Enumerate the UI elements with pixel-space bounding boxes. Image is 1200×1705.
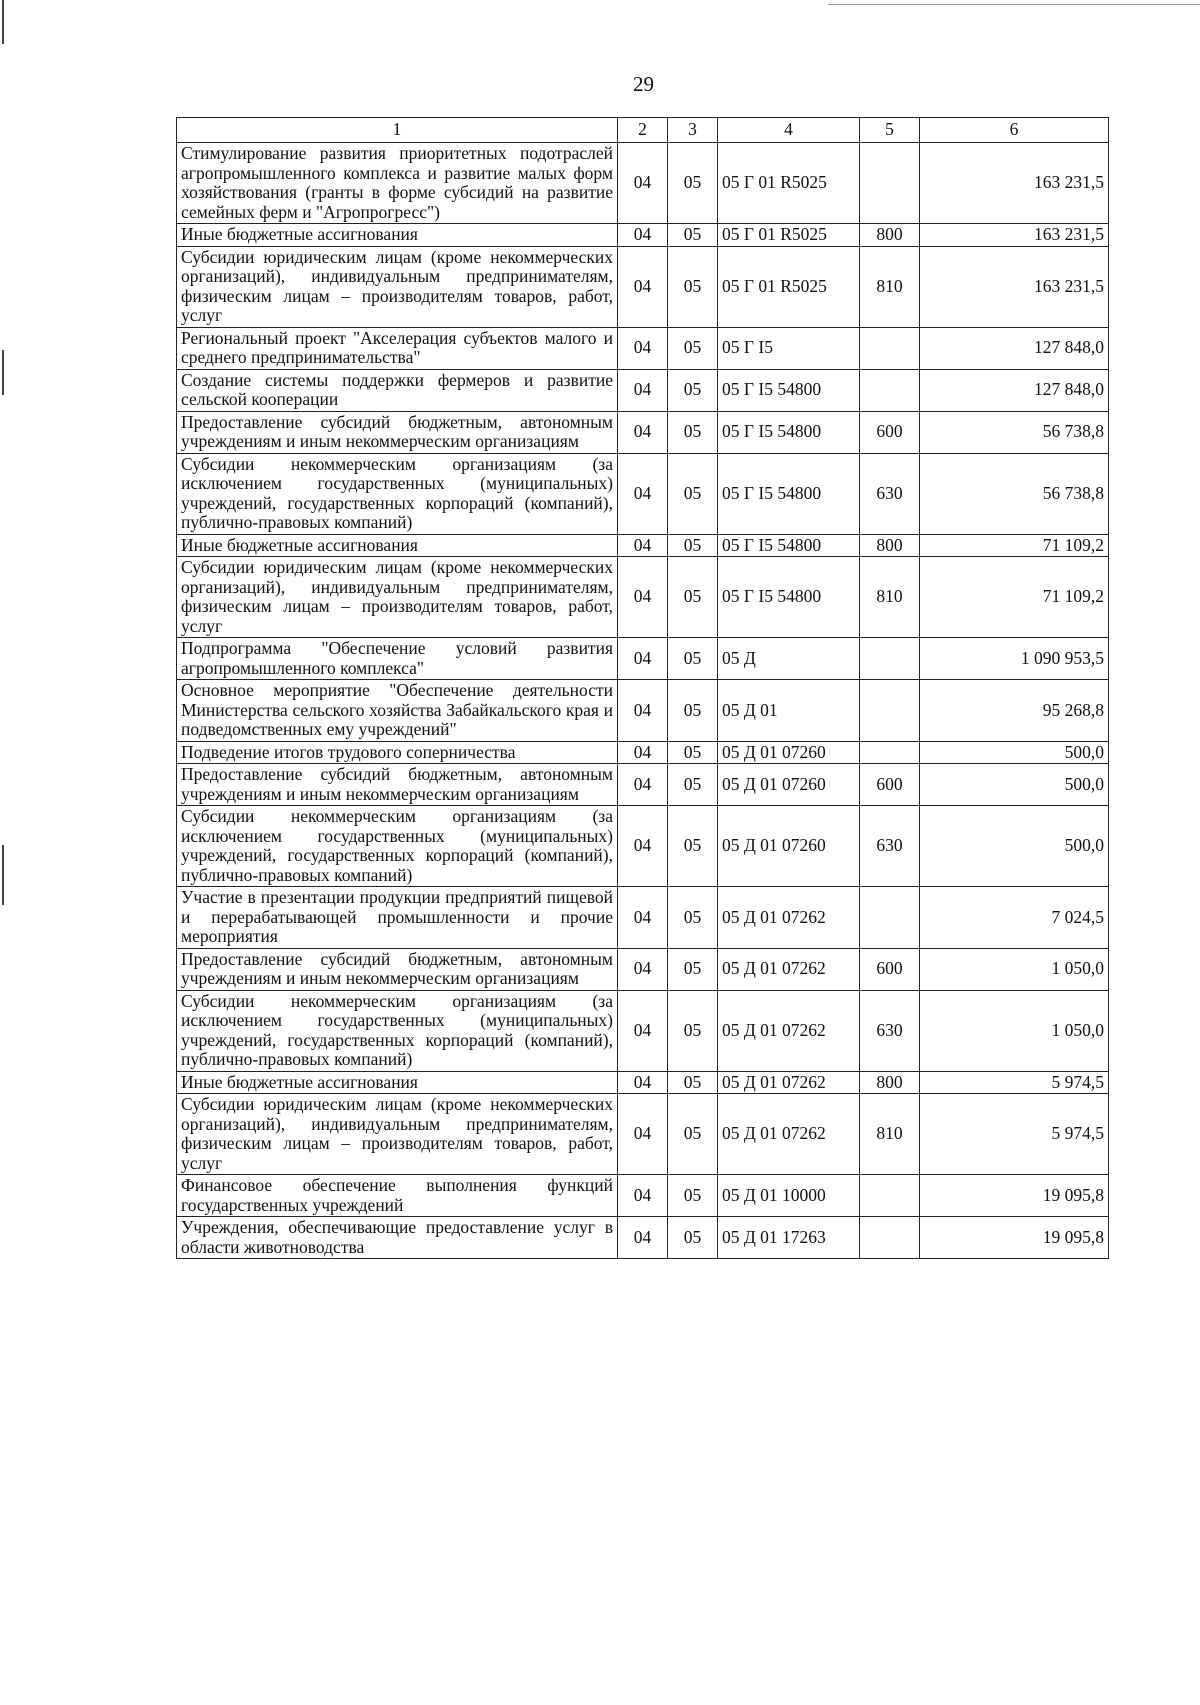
subsection-code-cell: 05 [668, 806, 718, 887]
table-row [177, 246, 1109, 327]
target-article-code-cell: 05 Д 01 07260 [718, 806, 860, 887]
amount-cell: 127 848,0 [920, 327, 1109, 369]
subsection-code-cell: 05 [668, 1175, 718, 1217]
expense-type-code-cell: 800 [860, 534, 920, 557]
column-header-3: 3 [668, 118, 718, 143]
section-code-cell: 04 [618, 224, 668, 247]
amount-cell: 1 050,0 [920, 990, 1109, 1071]
section-code-cell: 04 [618, 948, 668, 990]
table-row [177, 1175, 1109, 1217]
target-article-code-cell: 05 Г I5 54800 [718, 411, 860, 453]
subsection-code-cell: 05 [668, 246, 718, 327]
target-article-code-cell: 05 Г 01 R5025 [718, 143, 860, 224]
item-name-cell: Участие в презентации продукции предприятий пищевой и перерабатывающей промышленности и прочие мероприятия [177, 887, 618, 949]
expense-type-code-cell: 630 [860, 806, 920, 887]
target-article-code-cell: 05 Д 01 17263 [718, 1217, 860, 1259]
expense-type-code-cell: 810 [860, 557, 920, 638]
subsection-code-cell: 05 [668, 1217, 718, 1259]
target-article-code-cell: 05 Д 01 [718, 680, 860, 742]
section-code-cell: 04 [618, 411, 668, 453]
section-code-cell: 04 [618, 638, 668, 680]
item-name-cell: Предоставление субсидий бюджетным, автономным учреждениям и иным некоммерческим организациям [177, 411, 618, 453]
section-code-cell: 04 [618, 1175, 668, 1217]
column-header-4: 4 [718, 118, 860, 143]
expense-type-code-cell [860, 1175, 920, 1217]
subsection-code-cell: 05 [668, 369, 718, 411]
amount-cell: 127 848,0 [920, 369, 1109, 411]
target-article-code-cell: 05 Г I5 54800 [718, 369, 860, 411]
section-code-cell: 04 [618, 246, 668, 327]
table-row [177, 534, 1109, 557]
item-name-cell: Субсидии юридическим лицам (кроме некоммерческих организаций), индивидуальным предпринимателям, физическим лицам – производителям товаров, работ, услуг [177, 557, 618, 638]
subsection-code-cell: 05 [668, 411, 718, 453]
amount-cell: 163 231,5 [920, 224, 1109, 247]
column-header-5: 5 [860, 118, 920, 143]
subsection-code-cell: 05 [668, 1071, 718, 1094]
item-name-cell: Подпрограмма "Обеспечение условий развития агропромышленного комплекса" [177, 638, 618, 680]
item-name-cell: Субсидии некоммерческим организациям (за исключением государственных (муниципальных) учреждений, государственных корпораций (компаний), публично-правовых компаний) [177, 453, 618, 534]
item-name-cell: Предоставление субсидий бюджетным, автономным учреждениям и иным некоммерческим организациям [177, 764, 618, 806]
amount-cell: 1 090 953,5 [920, 638, 1109, 680]
column-header-1: 1 [177, 118, 618, 143]
subsection-code-cell: 05 [668, 638, 718, 680]
expense-type-code-cell: 630 [860, 990, 920, 1071]
table-row [177, 680, 1109, 742]
section-code-cell: 04 [618, 1217, 668, 1259]
section-code-cell: 04 [618, 887, 668, 949]
expense-type-code-cell: 600 [860, 764, 920, 806]
scan-margin-mark [2, 350, 4, 395]
item-name-cell: Иные бюджетные ассигнования [177, 224, 618, 247]
target-article-code-cell: 05 Г I5 54800 [718, 453, 860, 534]
target-article-code-cell: 05 Д 01 07260 [718, 741, 860, 764]
section-code-cell: 04 [618, 327, 668, 369]
scan-margin-mark [2, 845, 4, 905]
amount-cell: 5 974,5 [920, 1094, 1109, 1175]
target-article-code-cell: 05 Г I5 [718, 327, 860, 369]
table-header [177, 118, 1109, 143]
table-row [177, 224, 1109, 247]
item-name-cell: Субсидии юридическим лицам (кроме некоммерческих организаций), индивидуальным предпринимателям, физическим лицам – производителям товаров, работ, услуг [177, 1094, 618, 1175]
table-row [177, 1217, 1109, 1259]
amount-cell: 19 095,8 [920, 1217, 1109, 1259]
subsection-code-cell: 05 [668, 453, 718, 534]
item-name-cell: Стимулирование развития приоритетных подотраслей агропромышленного комплекса и развитие малых форм хозяйствования (гранты в форме субсидий на развитие семейных ферм и "Агропрогресс") [177, 143, 618, 224]
scan-edge-line [828, 4, 1200, 5]
table-body [177, 143, 1109, 1259]
section-code-cell: 04 [618, 1071, 668, 1094]
section-code-cell: 04 [618, 453, 668, 534]
subsection-code-cell: 05 [668, 741, 718, 764]
section-code-cell: 04 [618, 534, 668, 557]
section-code-cell: 04 [618, 741, 668, 764]
table-row [177, 143, 1109, 224]
subsection-code-cell: 05 [668, 948, 718, 990]
expense-type-code-cell [860, 741, 920, 764]
table-row [177, 453, 1109, 534]
amount-cell: 19 095,8 [920, 1175, 1109, 1217]
table-row [177, 887, 1109, 949]
subsection-code-cell: 05 [668, 1094, 718, 1175]
section-code-cell: 04 [618, 806, 668, 887]
table-row [177, 327, 1109, 369]
subsection-code-cell: 05 [668, 327, 718, 369]
expense-type-code-cell: 810 [860, 1094, 920, 1175]
table-row [177, 990, 1109, 1071]
expense-type-code-cell [860, 143, 920, 224]
table-row [177, 638, 1109, 680]
column-header-6: 6 [920, 118, 1109, 143]
item-name-cell: Региональный проект "Акселерация субъектов малого и среднего предпринимательства" [177, 327, 618, 369]
subsection-code-cell: 05 [668, 143, 718, 224]
expense-type-code-cell [860, 680, 920, 742]
target-article-code-cell: 05 Д 01 07262 [718, 887, 860, 949]
section-code-cell: 04 [618, 143, 668, 224]
expense-type-code-cell: 800 [860, 1071, 920, 1094]
amount-cell: 500,0 [920, 764, 1109, 806]
table-row [177, 1071, 1109, 1094]
target-article-code-cell: 05 Д 01 10000 [718, 1175, 860, 1217]
amount-cell: 7 024,5 [920, 887, 1109, 949]
item-name-cell: Иные бюджетные ассигнования [177, 1071, 618, 1094]
target-article-code-cell: 05 Д 01 07262 [718, 990, 860, 1071]
section-code-cell: 04 [618, 990, 668, 1071]
expense-type-code-cell: 600 [860, 948, 920, 990]
item-name-cell: Подведение итогов трудового соперничества [177, 741, 618, 764]
amount-cell: 1 050,0 [920, 948, 1109, 990]
table-row [177, 948, 1109, 990]
subsection-code-cell: 05 [668, 557, 718, 638]
expense-type-code-cell: 600 [860, 411, 920, 453]
item-name-cell: Учреждения, обеспечивающие предоставление услуг в области животноводства [177, 1217, 618, 1259]
expense-type-code-cell: 800 [860, 224, 920, 247]
target-article-code-cell: 05 Г 01 R5025 [718, 246, 860, 327]
amount-cell: 5 974,5 [920, 1071, 1109, 1094]
target-article-code-cell: 05 Г 01 R5025 [718, 224, 860, 247]
expense-type-code-cell [860, 1217, 920, 1259]
amount-cell: 500,0 [920, 741, 1109, 764]
amount-cell: 71 109,2 [920, 534, 1109, 557]
table-row [177, 741, 1109, 764]
subsection-code-cell: 05 [668, 887, 718, 949]
target-article-code-cell: 05 Г I5 54800 [718, 534, 860, 557]
target-article-code-cell: 05 Д [718, 638, 860, 680]
expense-type-code-cell: 810 [860, 246, 920, 327]
scan-margin-mark [2, 0, 4, 44]
target-article-code-cell: 05 Д 01 07262 [718, 948, 860, 990]
expense-type-code-cell: 630 [860, 453, 920, 534]
table-row [177, 411, 1109, 453]
subsection-code-cell: 05 [668, 990, 718, 1071]
section-code-cell: 04 [618, 1094, 668, 1175]
section-code-cell: 04 [618, 680, 668, 742]
amount-cell: 163 231,5 [920, 246, 1109, 327]
section-code-cell: 04 [618, 764, 668, 806]
table-header-row [177, 118, 1109, 143]
amount-cell: 71 109,2 [920, 557, 1109, 638]
item-name-cell: Субсидии некоммерческим организациям (за исключением государственных (муниципальных) учреждений, государственных корпораций (компаний), публично-правовых компаний) [177, 990, 618, 1071]
table-row [177, 764, 1109, 806]
item-name-cell: Финансовое обеспечение выполнения функций государственных учреждений [177, 1175, 618, 1217]
target-article-code-cell: 05 Г I5 54800 [718, 557, 860, 638]
amount-cell: 163 231,5 [920, 143, 1109, 224]
target-article-code-cell: 05 Д 01 07262 [718, 1071, 860, 1094]
target-article-code-cell: 05 Д 01 07260 [718, 764, 860, 806]
item-name-cell: Предоставление субсидий бюджетным, автономным учреждениям и иным некоммерческим организациям [177, 948, 618, 990]
item-name-cell: Иные бюджетные ассигнования [177, 534, 618, 557]
amount-cell: 500,0 [920, 806, 1109, 887]
column-header-2: 2 [618, 118, 668, 143]
amount-cell: 95 268,8 [920, 680, 1109, 742]
item-name-cell: Субсидии некоммерческим организациям (за исключением государственных (муниципальных) учреждений, государственных корпораций (компаний), публично-правовых компаний) [177, 806, 618, 887]
target-article-code-cell: 05 Д 01 07262 [718, 1094, 860, 1175]
section-code-cell: 04 [618, 369, 668, 411]
item-name-cell: Субсидии юридическим лицам (кроме некоммерческих организаций), индивидуальным предпринимателям, физическим лицам – производителям товаров, работ, услуг [177, 246, 618, 327]
expense-type-code-cell [860, 327, 920, 369]
section-code-cell: 04 [618, 557, 668, 638]
expense-type-code-cell [860, 369, 920, 411]
expense-type-code-cell [860, 887, 920, 949]
item-name-cell: Основное мероприятие "Обеспечение деятельности Министерства сельского хозяйства Забайкальского края и подведомственных ему учреждений" [177, 680, 618, 742]
subsection-code-cell: 05 [668, 764, 718, 806]
subsection-code-cell: 05 [668, 534, 718, 557]
table-row [177, 557, 1109, 638]
amount-cell: 56 738,8 [920, 411, 1109, 453]
table-row [177, 1094, 1109, 1175]
budget-allocation-table [176, 117, 1109, 1259]
amount-cell: 56 738,8 [920, 453, 1109, 534]
expense-type-code-cell [860, 638, 920, 680]
table-row [177, 806, 1109, 887]
subsection-code-cell: 05 [668, 224, 718, 247]
page-number: 29 [633, 72, 654, 96]
subsection-code-cell: 05 [668, 680, 718, 742]
item-name-cell: Создание системы поддержки фермеров и развитие сельской кооперации [177, 369, 618, 411]
table-row [177, 369, 1109, 411]
